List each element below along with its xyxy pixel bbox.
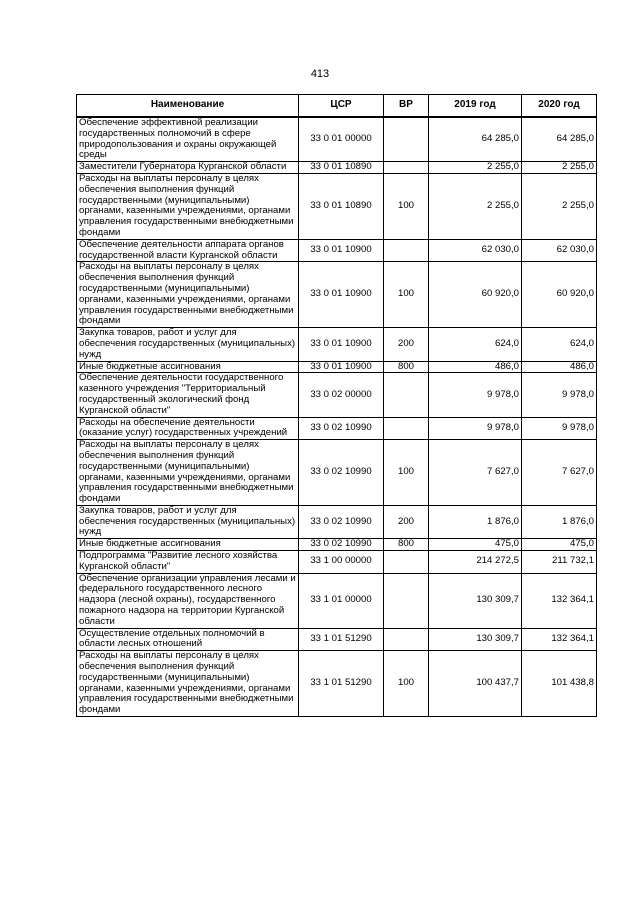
table-row [77,539,597,551]
table-row [77,373,597,417]
row-2020: 9 978,0 [522,417,597,440]
row-2019: 64 285,0 [429,117,522,162]
row-vr [384,117,429,162]
table-row [77,573,597,628]
row-vr [384,239,429,262]
row-vr: 100 [384,440,429,506]
row-name: Иные бюджетные ассигнования [77,361,299,373]
row-name: Расходы на обеспечение деятельности (оказание услуг) государственных учреждений [77,417,299,440]
row-csr: 33 0 01 10890 [299,162,384,174]
row-2019: 624,0 [429,328,522,361]
row-vr: 200 [384,505,429,538]
row-vr: 200 [384,328,429,361]
row-csr: 33 0 02 10990 [299,505,384,538]
budget-table [76,94,597,717]
table-row [77,505,597,538]
row-vr [384,162,429,174]
header-csr: ЦСР [299,95,384,118]
row-2020: 2 255,0 [522,173,597,239]
row-vr [384,628,429,651]
row-2020: 60 920,0 [522,262,597,328]
table-row [77,417,597,440]
table-row [77,173,597,239]
row-vr [384,373,429,417]
row-csr: 33 0 01 10890 [299,173,384,239]
table-header-row [77,95,597,118]
row-2020: 475,0 [522,539,597,551]
row-2019: 100 437,7 [429,651,522,717]
row-2020: 2 255,0 [522,162,597,174]
row-name: Подпрограмма "Развитие лесного хозяйства Курганской области" [77,551,299,574]
table-row [77,239,597,262]
row-name: Осуществление отдельных полномочий в области лесных отношений [77,628,299,651]
table-row [77,262,597,328]
row-csr: 33 1 01 51290 [299,628,384,651]
row-vr: 100 [384,262,429,328]
table-row [77,440,597,506]
row-2019: 214 272,5 [429,551,522,574]
row-2020: 1 876,0 [522,505,597,538]
row-2020: 7 627,0 [522,440,597,506]
row-name: Обеспечение деятельности государственного казенного учреждения "Территориальный государственный экологический фонд Курганской области" [77,373,299,417]
row-2019: 130 309,7 [429,573,522,628]
row-2019: 9 978,0 [429,417,522,440]
row-csr: 33 0 01 10900 [299,328,384,361]
header-2020: 2020 год [522,95,597,118]
table-row [77,628,597,651]
row-vr [384,551,429,574]
row-name: Расходы на выплаты персоналу в целях обеспечения выполнения функций государственными (муниципальными) органами, казенными учреждениями, органами управления государственными внебюджетными фондами [77,440,299,506]
row-name: Обеспечение деятельности аппарата органов государственной власти Курганской области [77,239,299,262]
row-csr: 33 0 01 10900 [299,361,384,373]
table-row [77,117,597,162]
row-name: Расходы на выплаты персоналу в целях обеспечения выполнения функций государственными (муниципальными) органами, казенными учреждениями, органами управления государственными внебюджетными фондами [77,651,299,717]
table-row [77,162,597,174]
row-name: Иные бюджетные ассигнования [77,539,299,551]
row-2019: 1 876,0 [429,505,522,538]
row-csr: 33 0 01 00000 [299,117,384,162]
table-row [77,651,597,717]
row-2019: 486,0 [429,361,522,373]
page-number: 413 [310,68,330,80]
row-2020: 62 030,0 [522,239,597,262]
row-name: Обеспечение организации управления лесами и федерального государственного лесного надзора (лесной охраны), государственного пожарного надзора на территории Курганской области [77,573,299,628]
row-2020: 9 978,0 [522,373,597,417]
header-name: Наименование [77,95,299,118]
row-2019: 62 030,0 [429,239,522,262]
row-vr: 800 [384,361,429,373]
row-2019: 475,0 [429,539,522,551]
row-csr: 33 1 01 00000 [299,573,384,628]
row-2019: 60 920,0 [429,262,522,328]
row-vr: 800 [384,539,429,551]
table-row [77,361,597,373]
row-name: Обеспечение эффективной реализации государственных полномочий в сфере природопользования и охраны окружающей среды [77,117,299,162]
row-csr: 33 1 01 51290 [299,651,384,717]
row-vr: 100 [384,173,429,239]
row-2020: 132 364,1 [522,573,597,628]
row-csr: 33 0 02 10990 [299,417,384,440]
row-csr: 33 0 01 10900 [299,239,384,262]
row-csr: 33 0 02 10990 [299,440,384,506]
row-name: Расходы на выплаты персоналу в целях обеспечения выполнения функций государственными (муниципальными) органами, казенными учреждениями, органами управления государственными внебюджетными фондами [77,262,299,328]
row-2020: 132 364,1 [522,628,597,651]
row-csr: 33 0 02 10990 [299,539,384,551]
row-2020: 624,0 [522,328,597,361]
row-csr: 33 0 02 00000 [299,373,384,417]
row-vr [384,417,429,440]
row-name: Расходы на выплаты персоналу в целях обеспечения выполнения функций государственными (муниципальными) органами, казенными учреждениями, органами управления государственными внебюджетными фондами [77,173,299,239]
row-vr [384,573,429,628]
row-vr: 100 [384,651,429,717]
row-2020: 486,0 [522,361,597,373]
row-csr: 33 1 00 00000 [299,551,384,574]
row-2020: 101 438,8 [522,651,597,717]
table-row [77,328,597,361]
header-vr: ВР [384,95,429,118]
row-2019: 130 309,7 [429,628,522,651]
row-2019: 7 627,0 [429,440,522,506]
row-name: Закупка товаров, работ и услуг для обеспечения государственных (муниципальных) нужд [77,505,299,538]
row-name: Закупка товаров, работ и услуг для обеспечения государственных (муниципальных) нужд [77,328,299,361]
row-2019: 2 255,0 [429,173,522,239]
row-2019: 9 978,0 [429,373,522,417]
row-2020: 64 285,0 [522,117,597,162]
table-row [77,551,597,574]
row-2020: 211 732,1 [522,551,597,574]
row-csr: 33 0 01 10900 [299,262,384,328]
row-2019: 2 255,0 [429,162,522,174]
row-name: Заместители Губернатора Курганской области [77,162,299,174]
header-2019: 2019 год [429,95,522,118]
